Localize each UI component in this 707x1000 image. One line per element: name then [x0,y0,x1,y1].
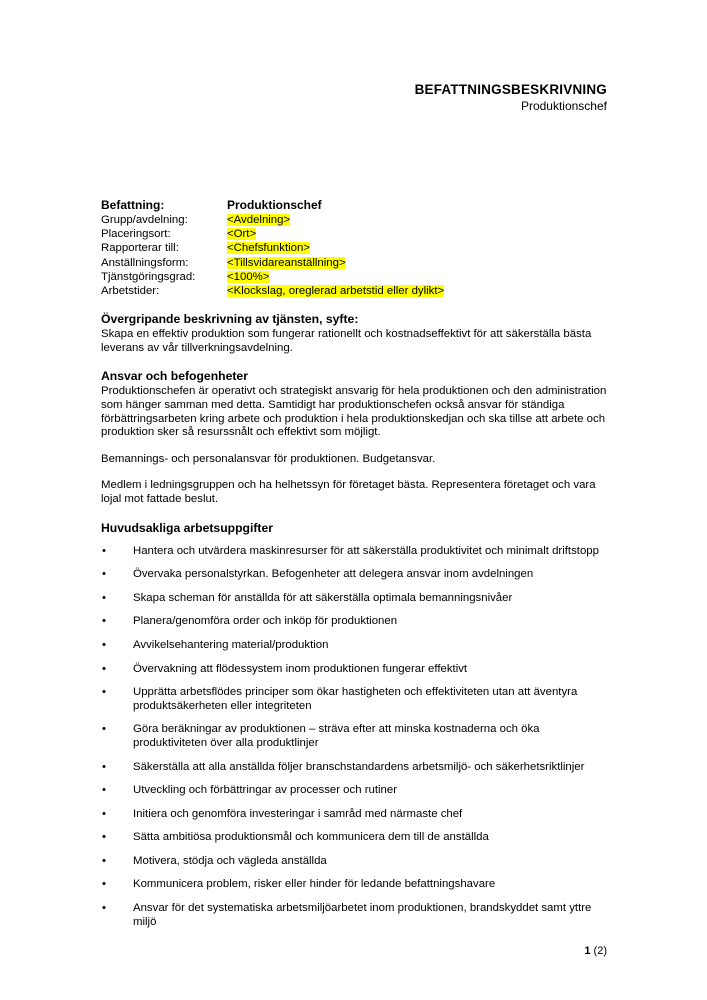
document-subtitle: Produktionschef [520,99,607,113]
task-item-text: Övervakning att flödessystem inom produktionen fungerar effektivt [133,662,468,675]
task-item-text: Säkerställa att alla anställda följer branschstandardens arbetsmiljö- och säkerhetsriktlinjer [133,760,585,773]
bullet-icon: • [102,568,106,581]
page-footer [0,944,607,958]
meta-row [101,213,607,227]
meta-label: Befattning: [101,198,165,212]
bullet-icon: • [102,638,106,651]
task-item [101,639,607,653]
tasks-heading: Huvudsakliga arbetsuppgifter [101,520,274,535]
task-item [101,831,607,845]
task-item [101,808,607,822]
task-item-text: Göra beräkningar av produktionen – sträva efter att minska kostnaderna och öka produktiviteten över alla produktlinjer [133,723,540,749]
bullet-icon: • [102,784,106,797]
highlighted-placeholder: <Klockslag, oreglerad arbetstid eller dylikt> [227,285,445,298]
meta-row [101,270,607,284]
task-item-text: Skapa scheman för anställda för att säkerställa optimala bemanningsnivåer [133,591,513,604]
task-item [101,784,607,798]
task-item-text: Övervaka personalstyrkan. Befogenheter att delegera ansvar inom avdelningen [133,568,534,581]
meta-value [227,227,607,241]
task-item [101,592,607,606]
meta-label: Grupp/avdelning: [101,214,188,226]
task-item [101,761,607,775]
meta-row [101,198,607,213]
position-meta-rows [101,198,607,298]
task-item [101,615,607,629]
meta-value [227,256,607,270]
bullet-icon: • [102,831,106,844]
task-item-text: Hantera och utvärdera maskinresurser för att säkerställa produktivitet och minimalt driftstopp [133,544,599,557]
responsibility-paragraph-2: Bemannings- och personalansvar för produktionen. Budgetansvar. [101,452,436,465]
document-title: BEFATTNINGSBESKRIVNING [414,82,607,97]
bullet-icon: • [102,591,106,604]
task-item-text: Motivera, stödja och vägleda anställda [133,854,327,867]
meta-value [227,213,607,227]
meta-label: Tjänstgöringsgrad: [101,270,196,283]
bullet-icon: • [102,807,106,820]
responsibility-paragraph-3: Medlem i ledningsgruppen och ha helhetssyn för företaget bästa. Representera företaget och vara lojal mot fattade beslut. [101,479,596,505]
highlighted-placeholder: <Ort> [227,228,257,241]
responsibility-heading: Ansvar och befogenheter [101,369,248,384]
bullet-icon: • [102,760,106,773]
highlighted-placeholder: <Tillsvidareanställning> [227,256,346,269]
task-item-text: Kommunicera problem, risker eller hinder för ledande befattningshavare [133,878,496,891]
bullet-icon: • [102,723,106,736]
task-item [101,902,607,929]
bullet-icon: • [102,686,106,699]
task-item [101,663,607,677]
meta-label: Arbetstider: [101,285,160,298]
responsibility-paragraph-1: Produktionschefen är operativt och strategiskt ansvarig för hela produktionen och den administration som hänger samman med detta. Samtidigt har produktionschefen också ansvar för ständiga förbättringsarbeten kring arbete och produktion i hela produktionskedjan och ska tillse att arbete och produktion sker så resurssnålt och effektivt som möjligt. [101,385,607,439]
meta-row [101,241,607,255]
document-body [101,198,607,929]
task-item-text: Avvikelsehantering material/produktion [133,638,329,651]
task-item [101,686,607,713]
task-item-text: Sätta ambitiösa produktionsmål och kommunicera dem till de anställda [133,831,489,844]
meta-row [101,284,607,298]
section-responsibility [101,369,607,506]
overview-paragraph: Skapa en effektiv produktion som fungerar rationellt och kostnadseffektivt för att säkerställa bästa leverans av vår tillverkningsavdelning. [101,328,592,354]
highlighted-placeholder: <100%> [227,270,270,283]
meta-value [227,270,607,284]
task-item-text: Ansvar för det systematiska arbetsmiljöarbetet inom produktionen, brandskyddet samt yttre miljö [133,902,592,928]
tasks-list [101,545,607,930]
bullet-icon: • [102,902,106,915]
task-item-text: Planera/genomföra order och inköp för produktionen [133,615,398,628]
task-item [101,878,607,892]
bullet-icon: • [102,544,106,557]
highlighted-placeholder: <Avdelning> [227,214,291,226]
section-tasks [101,521,607,930]
section-overview [101,312,607,355]
meta-row [101,227,607,241]
meta-value [227,284,607,298]
task-item-text: Utveckling och förbättringar av processer och rutiner [133,784,398,797]
document-header [0,82,607,114]
bullet-icon: • [102,615,106,628]
bullet-icon: • [102,854,106,867]
task-item [101,568,607,582]
position-meta-table [101,198,607,298]
task-item-text: Upprätta arbetsflödes principer som ökar hastigheten och effektiviteten utan att äventyra produktsäkerheten eller integriteten [133,686,578,712]
meta-value: Produktionschef [227,198,322,212]
meta-label: Anställningsform: [101,256,189,269]
meta-label: Rapporterar till: [101,242,179,255]
footer-page-number: 1 [584,945,591,957]
bullet-icon: • [102,878,106,891]
meta-row [101,256,607,270]
meta-value [227,241,607,255]
task-item [101,545,607,559]
meta-label: Placeringsort: [101,228,171,241]
task-item [101,855,607,869]
task-item-text: Initiera och genomföra investeringar i samråd med närmaste chef [133,807,463,820]
highlighted-placeholder: <Chefsfunktion> [227,242,310,255]
footer-page-total: (2) [593,945,607,957]
task-item [101,723,607,750]
bullet-icon: • [102,662,106,675]
overview-heading: Övergripande beskrivning av tjänsten, syfte: [101,312,359,327]
